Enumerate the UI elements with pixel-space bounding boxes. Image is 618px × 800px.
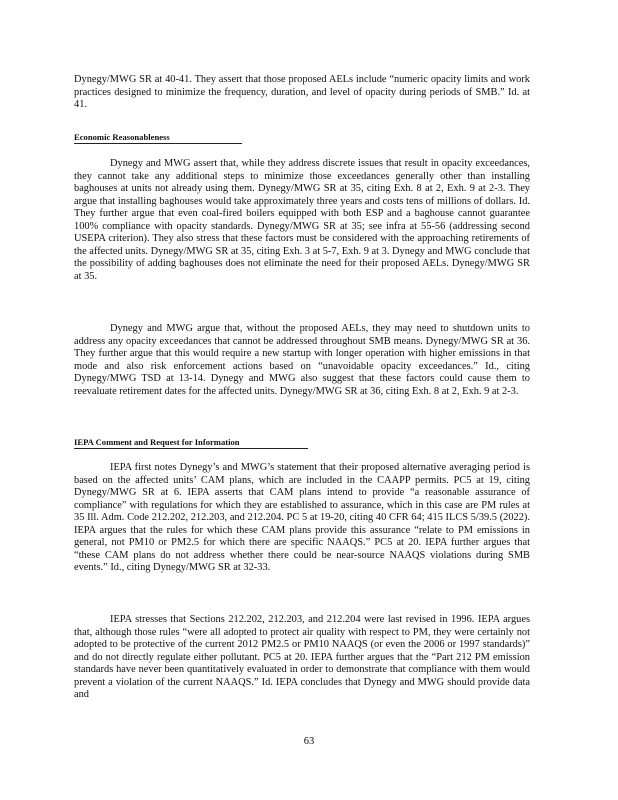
paragraph-5: IEPA stresses that Sections 212.202, 212.203, and 212.204 were last revised in 1996. IEPA argues that, although those rules “were all adopted to protect air quality with respect to PM, they were certainly not adopted to be protective of the current 2012 PM2.5 or PM10 NAAQS (or even the 2006 or 1997 standards)” and do not directly regulate either pollutant. PC5 at 20. IEPA further argues that the “Part 212 PM emission standards have never been quantitatively evaluated in order to demonstrate that compliance with them would prevent a violation of the current NAAQS.” Id. IEPA concludes that Dynegy and MWG should provide data and xyxy=(74,614,530,700)
paragraph-4: IEPA first notes Dynegy’s and MWG’s statement that their proposed alternative averaging period is based on the affected units’ CAM plans, which are included in the CAAPP permits. PC5 at 19, citing Dynegy/MWG SR at 6. IEPA asserts that CAM plans intend to provide “a reasonable assurance of compliance” with regulations for which they are established to assurance, which in this case are PM rules at 35 Ill. Adm. Code 212.202, 212.203, and 212.204. PC 5 at 19-20, citing 40 CFR 64; 415 ILCS 5/39.5 (2022). IEPA argues that the rules for which these CAM plans provide this assurance “relate to PM emissions in general, not PM10 or PM2.5 for which there are specific NAAQS.” PC5 at 20. IEPA further argues that “these CAM plans do not address whether there could be near-source NAAQS violations during SMB events.” Id., citing Dynegy/MWG SR at 32-33. xyxy=(74,462,530,573)
paragraph-2: Dynegy and MWG assert that, while they address discrete issues that result in opacity exceedances, they cannot take any additional steps to minimize those exceedances generally other than installing baghouses at units not already using them. Dynegy/MWG SR at 35, citing Exh. 8 at 2, Exh. 9 at 2-3. They argue that installing baghouses would take approximately three years and costs tens of millions of dollars. Id. They further argue that even coal-fired boilers equipped with both ESP and a baghouse cannot guarantee 100% compliance with opacity standards. Dynegy/MWG SR at 35; see infra at 55-56 (addressing second USEPA criterion). They also stress that these factors must be considered with the approaching retirements of the affected units. Dynegy/MWG SR at 35, citing Exh. 3 at 5-7, Exh. 9 at 3. Dynegy and MWG conclude that the possibility of adding baghouses does not eliminate the need for their proposed AELs. Dynegy/MWG SR at 35. xyxy=(74,158,530,282)
paragraph-1: Dynegy/MWG SR at 40-41. They assert that those proposed AELs include “numeric opacity limits and work practices designed to minimize the frequency, duration, and level of opacity during periods of SMB.” Id. at 41. xyxy=(74,74,530,110)
page-number: 63 xyxy=(303,736,315,747)
section-heading-economic-reasonableness: Economic Reasonableness xyxy=(74,132,242,144)
section-heading-iepa-comment: IEPA Comment and Request for Information xyxy=(74,437,308,449)
paragraph-3: Dynegy and MWG argue that, without the proposed AELs, they may need to shutdown units to address any opacity exceedances that cannot be addressed throughout SMB means. Dynegy/MWG SR at 36. They further argue that this would require a new startup with longer operation with higher emissions in that mode and also risk enforcement actions based on “unavoidable opacity exceedances.” Id., citing Dynegy/MWG TSD at 13-14. Dynegy and MWG also suggest that these factors could cause them to reevaluate retirement dates for the affected units. Dynegy/MWG SR at 36, citing Exh. 8 at 2, Exh. 9 at 2-3. xyxy=(74,323,530,397)
